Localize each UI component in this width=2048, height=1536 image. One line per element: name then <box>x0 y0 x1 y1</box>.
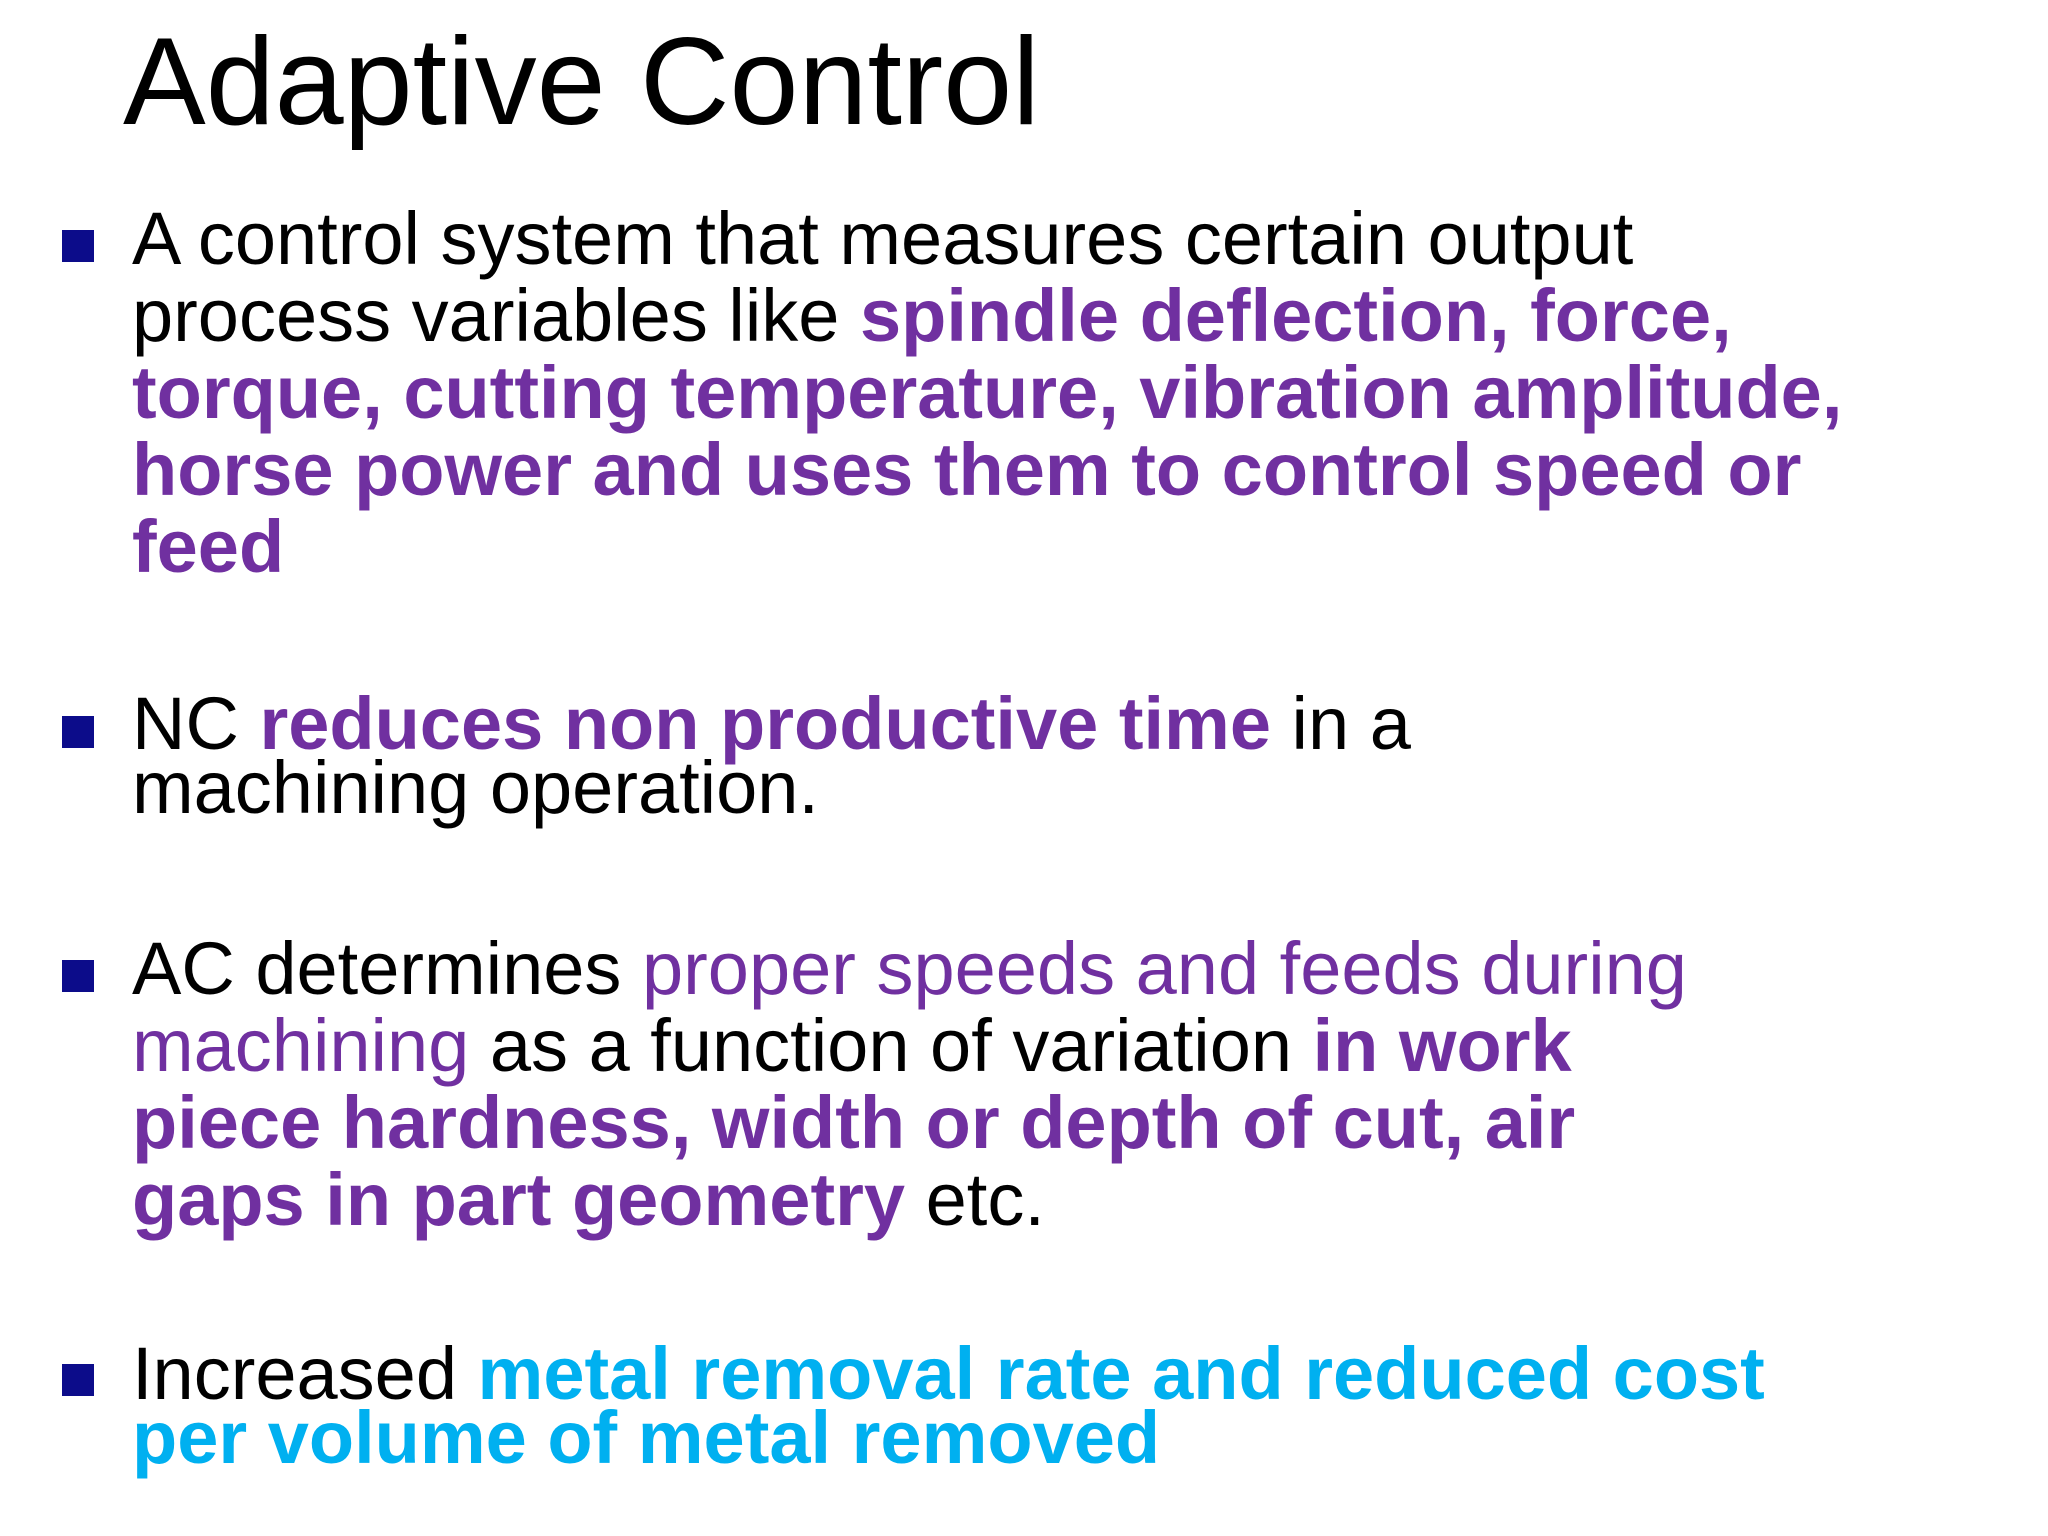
square-bullet-icon <box>62 960 94 992</box>
highlighted-text: torque, cutting temperature, vibration amplitude, <box>132 351 1843 434</box>
text-run: A control system that measures certain output <box>132 197 1634 280</box>
highlighted-text: per volume of metal removed <box>132 1396 1161 1479</box>
bullet-text <box>132 1332 1765 1479</box>
text-run: NC <box>132 682 260 765</box>
highlighted-text: spindle deflection, force, <box>859 274 1732 357</box>
text-line <box>132 274 1842 357</box>
text-run: Increased <box>132 1332 478 1415</box>
highlighted-text: machining <box>132 1004 470 1087</box>
text-line <box>132 428 1842 511</box>
square-bullet-icon <box>62 1364 94 1396</box>
text-line <box>132 197 1842 280</box>
text-line <box>132 746 1411 829</box>
text-line <box>132 1396 1765 1479</box>
highlighted-text: proper speeds and feeds during <box>641 927 1687 1010</box>
text-line <box>132 927 1687 1010</box>
text-run: as a function of variation <box>469 1004 1313 1087</box>
highlighted-text: horse power and uses them to control speed or <box>132 428 1802 511</box>
bullet-text <box>132 197 1843 588</box>
text-line <box>132 1158 1687 1241</box>
text-run: AC determines <box>132 927 642 1010</box>
highlighted-text: reduces non productive time <box>259 682 1271 765</box>
text-line <box>132 505 1842 588</box>
text-run: process variables like <box>132 274 860 357</box>
bullet-text <box>132 927 1687 1241</box>
text-run: in a <box>1271 682 1411 765</box>
square-bullet-icon <box>62 230 94 262</box>
highlighted-text: in work <box>1312 1004 1572 1087</box>
highlighted-text: piece hardness, width or depth of cut, air <box>132 1081 1576 1164</box>
text-line <box>132 351 1843 434</box>
text-line <box>132 1004 1687 1087</box>
highlighted-text: gaps in part geometry <box>132 1158 906 1241</box>
bullet-text <box>132 682 1411 829</box>
text-run: etc. <box>905 1158 1045 1241</box>
text-run: machining operation. <box>132 746 819 829</box>
text-line <box>132 1081 1687 1164</box>
slide-title: Adaptive Control <box>123 13 1040 151</box>
highlighted-text: metal removal rate and reduced cost <box>477 1332 1765 1415</box>
highlighted-text: feed <box>132 505 285 588</box>
square-bullet-icon <box>62 716 94 748</box>
